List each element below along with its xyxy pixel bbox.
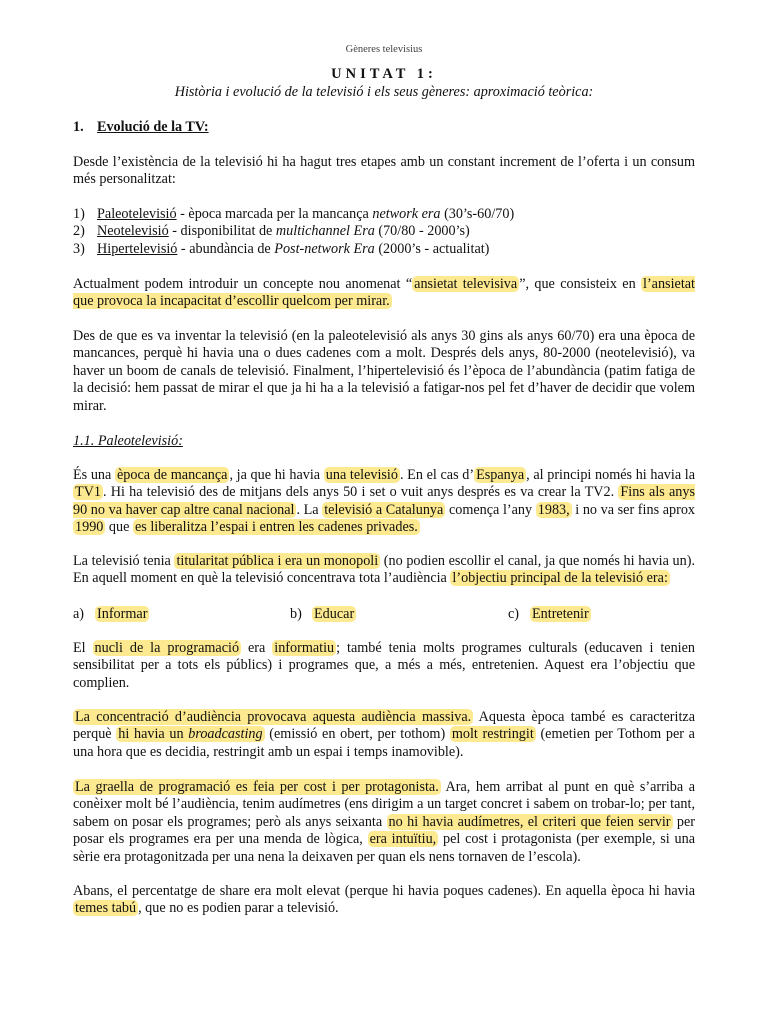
highlight: titularitat pública i era un monopoli: [176, 553, 379, 569]
highlight: nucli de la programació: [94, 640, 240, 656]
highlight: una televisió: [325, 467, 398, 483]
list-item: 1) Paleotelevisió - època marcada per la mancança network era (30’s-60/70): [73, 206, 515, 222]
ansietat-paragraph: Actualment podem introduir un concepte nou anomenat “ ansietat televisiva ”, que consisteix en l’ansietat que provoca la incapacitat d’escollir quelcom per mirar.: [73, 276, 695, 310]
highlight: molt restringit: [451, 726, 534, 743]
section-title: Evolució de la TV:: [97, 119, 209, 135]
highlight: època de mancança: [116, 467, 228, 483]
highlight: temes tabú: [75, 900, 137, 917]
section-heading: [73, 119, 695, 136]
subsection-title: 1.1. Paleotelevisió:: [73, 433, 183, 449]
objective-item: c) Entretenir: [508, 606, 589, 622]
section-number: 1.: [73, 119, 84, 135]
objective-item: a) Informar: [73, 606, 148, 622]
running-header: Gèneres televisius: [345, 44, 423, 55]
highlight: televisió a Catalunya: [324, 501, 444, 518]
highlight: l’objectiu principal de la televisió era:: [452, 570, 668, 587]
intro-paragraph: Desde l’existència de la televisió hi ha hagut tres etapes amb un constant increment de l’oferta i un consum més personalitzat:: [73, 154, 695, 188]
highlight: 1983,: [537, 501, 570, 518]
highlight: La concentració d’audiència provocava aquesta audiència massiva.: [75, 709, 472, 725]
highlight: era intuïtiu,: [369, 831, 437, 848]
history-paragraph: Des de que es va inventar la televisió (en la paleotelevisió als anys 30 gins als anys 60/70) era una època de mancances, perquè hi havia una o dues cadenes com a molt. Després dels anys, 80-2000 (neotelevisió), va haver un boom de canals de televisió. Finalment, l’hipertelevisió és l’època de l’abundància (patim fatiga de la decisió: hem passat de mirar el que ja hi ha a la televisió a fatigar-nos pel fet d’haver de decidir que volem mirar.: [73, 328, 695, 414]
highlight: Informar: [97, 606, 148, 622]
highlight: no hi havia audímetres, el criteri que feien servir: [388, 813, 671, 830]
highlight: Fins als anys 90 no va haver cap altre canal nacional: [73, 484, 696, 518]
paleo-paragraph-4: La concentració d’audiència provocava aquesta audiència massiva. Aquesta època també es caracteritza perquè hi havia un broadcasting (emissió en obert, per tothom) molt restringit (emetien per Tothom per a una hora que es decidia, restringit amb un espai i temps inamovible).: [73, 709, 695, 760]
unit-subtitle: Història i evolució de la televisió i els seus gèneres: aproximació teòrica:: [174, 84, 594, 100]
paleo-paragraph-3: El nucli de la programació era informatiu ; també tenia molts programes culturals (educaven i tenien sensibilitat per a tots els públics) i programes que, a més a més, entretenien. Aquest era l’objectiu que complien.: [73, 640, 695, 691]
highlight: 1990: [75, 519, 104, 536]
stages-list: [73, 206, 695, 258]
paleo-paragraph-1: És una època de mancança , ja que hi havia una televisió . En el cas d’ Espanya , al principi només hi havia la TV1 . Hi ha televisió des de mitjans dels anys 50 i set o vuit anys després es va crear la TV2. Fins als anys 90 no va haver cap altre canal nacional . La televisió a Catalunya comença l’any 1983, i no va ser fins aprox 1990 que es liberalitza l’espai i entren les cadenes privades.: [73, 467, 696, 536]
highlight: La graella de programació es feia per cost i per protagonista.: [75, 779, 439, 795]
paleo-paragraph-2: La televisió tenia titularitat pública i era un monopoli (no podien escollir el canal, ja que només hi havia un). En aquell moment en què la televisió concentrava tota l’audiència l’objectiu principal de la televisió era:: [73, 553, 695, 587]
objectives-list: [73, 606, 695, 624]
highlight: es liberalitza l’espai i entren les cadenes privades.: [134, 519, 418, 536]
highlight: Espanya: [476, 467, 525, 483]
paleo-paragraph-6: Abans, el percentatge de share era molt elevat (perque hi havia poques cadenes). En aquella època hi havia temes tabú , que no es podien parar a televisió.: [73, 883, 695, 917]
highlight: Entretenir: [532, 606, 589, 622]
paleo-paragraph-5: La graella de programació es feia per cost i per protagonista. Ara, hem arribat al punt en què s’arriba a conèixer molt bé l’audiència, tenim audímetres (ens dirigim a un target concret i sabem on trobar-lo; per tant, sabem on posar els programes; però als anys seixanta no hi havia audímetres, el criteri que feien servir per posar els programes era per una menda de lògica, era intuïtiu, pel cost i protagonista (per exemple, si una sèrie era protagonitzada per una nena la deixaven per quan els nens tornaven de l’escola).: [73, 779, 695, 865]
highlight: ansietat televisiva: [414, 276, 518, 292]
highlight: Educar: [314, 606, 355, 622]
list-item: 3) Hipertelevisió - abundància de Post-network Era (2000’s - actualitat): [73, 240, 490, 257]
highlight: TV1: [75, 484, 102, 501]
objective-item: b) Educar: [290, 606, 355, 622]
list-item: 2) Neotelevisió - disponibilitat de multichannel Era (70/80 - 2000’s): [73, 223, 470, 240]
highlight: informatiu: [274, 640, 335, 656]
highlight: hi havia un broadcasting: [118, 726, 263, 743]
unit-title: UNITAT 1:: [331, 66, 437, 82]
highlight: l’ansietat que provoca la incapacitat d’escollir quelcom per mirar.: [73, 276, 695, 310]
